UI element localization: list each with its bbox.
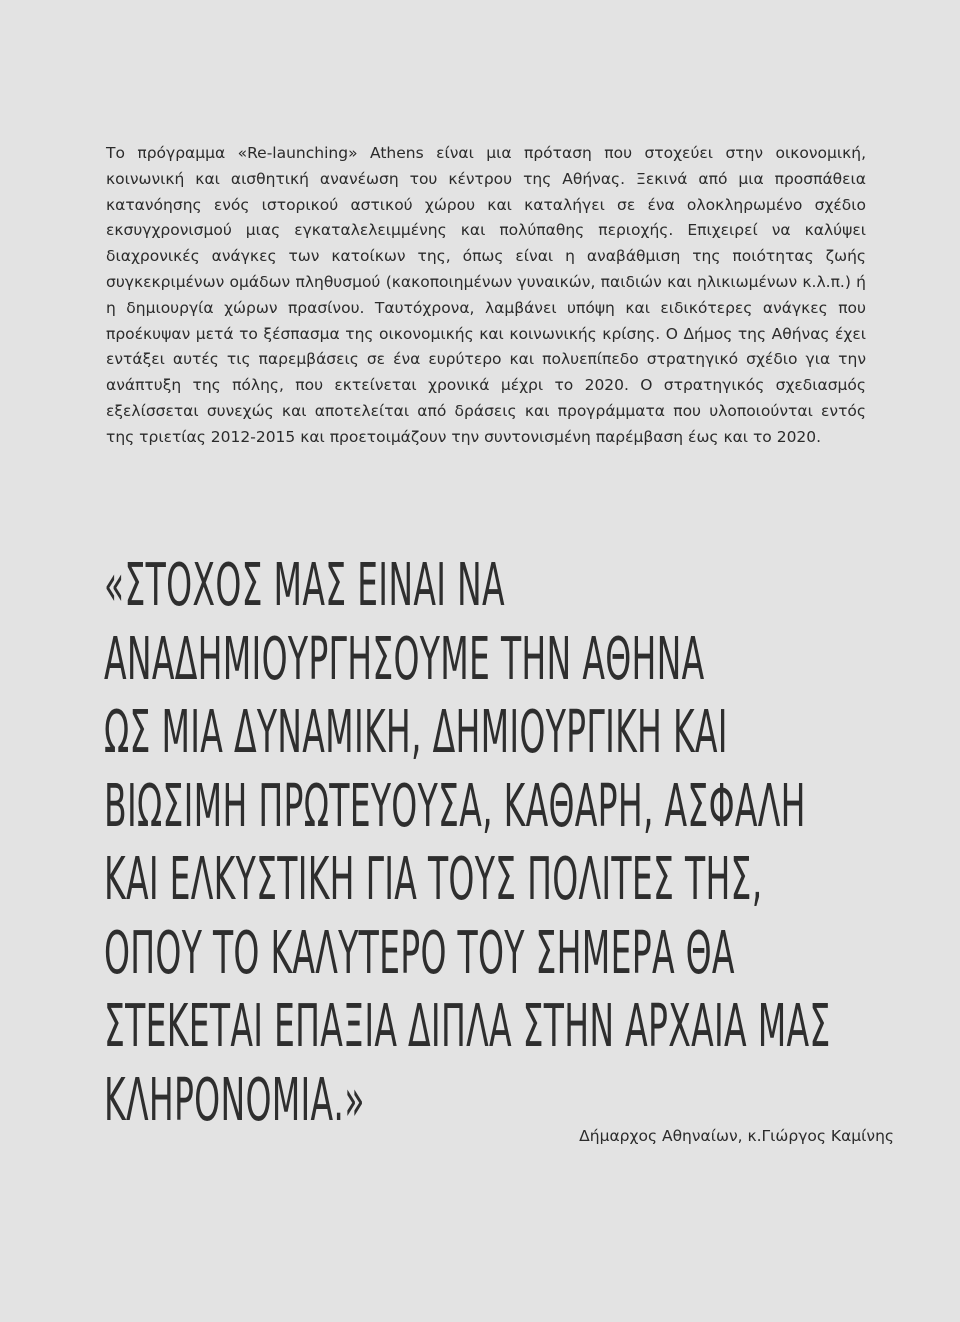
- quote-line: ΑΝΑΔΗΜΙΟΥΡΓΗΣΟΥΜΕ ΤΗΝ ΑΘΗΝΑ: [104, 623, 705, 693]
- quote-line: ΩΣ ΜΙΑ ΔΥΝΑΜΙΚΗ, ΔΗΜΙΟΥΡΓΙΚΗ ΚΑΙ: [104, 697, 728, 766]
- quote-line: «ΣΤΟΧΟΣ ΜΑΣ ΕΙΝΑΙ ΝΑ: [104, 550, 505, 619]
- quote-line: ΟΠΟΥ ΤΟ ΚΑΛΥΤΕΡΟ ΤΟΥ ΣΗΜΕΡΑ ΘΑ: [104, 917, 735, 987]
- quote-line: ΣΤΕΚΕΤΑΙ ΕΠΑΞΙΑ ΔΙΠΛΑ ΣΤΗΝ ΑΡΧΑΙΑ ΜΑΣ: [104, 991, 831, 1060]
- intro-paragraph: Το πρόγραμμα «Re-launching» Athens είναι μια πρόταση που στοχεύει στην οικονομική, κοινωνική και αισθητική ανανέωση του κέντρου της Αθήνας. Ξεκινά από μια προσπάθεια κατανόησης ενός ιστορικού αστικού χώρου και καταλήγει σε ένα ολοκληρωμένο σχέδιο εκσυγχρονισμού μιας εγκαταλελειμμένης και πολύπαθης περιοχής. Επιχειρεί να καλύψει διαχρονικές ανάγκες των κατοίκων της, όπως είναι η αναβάθμιση της ποιότητας ζωής συγκεκριμένων ομάδων πληθυσμού (κακοποιημένων γυναικών, παιδιών και ηλικιωμένων κ.λ.π.) ή η δημιουργία χώρων πρασίνου. Ταυτόχρονα, λαμβάνει υπόψη και ειδικότερες ανάγκες που προέκυψαν μετά το ξέσπασμα της οικονομικής και κοινωνικής κρίσης. Ο Δήμος της Αθήνας έχει εντάξει αυτές τις παρεμβάσεις σε ένα ευρύτερο και πολυεπίπεδο στρατηγικό σχέδιο για την ανάπτυξη της πόλης, που εκτείνεται χρονικά μέχρι το 2020. Ο στρατηγικός σχεδιασμός εξελίσσεται συνεχώς και αποτελείται από δράσεις και προγράμματα που υλοποιούνται εντός της τριετίας 2012-2015 και προετοιμάζουν την συντονισμένη παρέμβαση έως και το 2020.: [106, 144, 866, 446]
- quote-line: ΚΑΙ ΕΛΚΥΣΤΙΚΗ ΓΙΑ ΤΟΥΣ ΠΟΛΙΤΕΣ ΤΗΣ,: [104, 844, 763, 913]
- pull-quote: [104, 548, 904, 1136]
- quote-line: ΚΛΗΡΟΝΟΜΙΑ.»: [104, 1064, 365, 1134]
- quote-attribution: Δήμαρχος Αθηναίων, κ.Γιώργος Καμίνης: [579, 1127, 894, 1145]
- quote-line: ΒΙΩΣΙΜΗ ΠΡΩΤΕΥΟΥΣΑ, ΚΑΘΑΡΗ, ΑΣΦΑΛΗ: [104, 770, 806, 840]
